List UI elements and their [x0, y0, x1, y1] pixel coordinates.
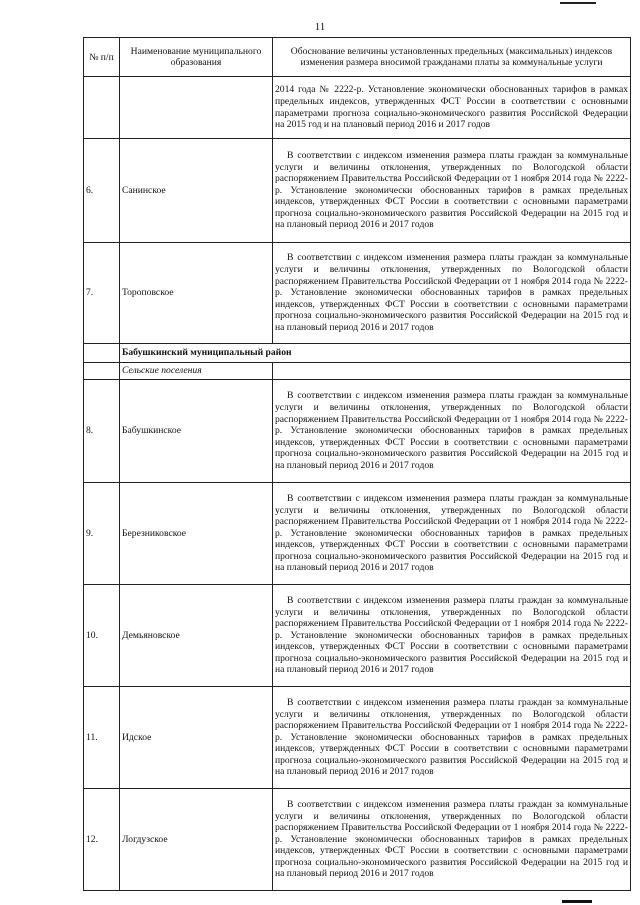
cell-num: 8. [84, 380, 120, 483]
basis-paragraph: В соответствии с индексом изменения размера платы граждан за коммунальные услуги и величины отклонения, утвержденных по Вологодской области распоряжением Правительства Российской Федерации от 1 ноября 2014 года № 2222-р. Установление экономически обоснованных тарифов в рамках предельных индексов, утвержденных ФСТ России в соответствии с основными параметрами прогноза социально-экономического развития Российской Федерации на 2015 год и на плановый период 2016 и 2017 годов [275, 492, 628, 574]
basis-paragraph: В соответствии с индексом изменения размера платы граждан за коммунальные услуги и величины отклонения, утвержденных по Вологодской области распоряжением Правительства Российской Федерации от 1 ноября 2014 года № 2222-р. Установление экономически обоснованных тарифов в рамках предельных индексов, утвержденных ФСТ России в соответствии с основными параметрами прогноза социально-экономического развития Российской Федерации на 2015 год и на плановый период 2016 и 2017 годов [275, 594, 628, 676]
cell-name: Идское [120, 687, 273, 789]
cell-basis [273, 483, 631, 585]
cell-num [84, 363, 120, 380]
table-row [84, 789, 631, 891]
table-row [84, 585, 631, 687]
cell-basis [273, 363, 631, 380]
cell-num: 7. [84, 243, 120, 344]
basis-paragraph: В соответствии с индексом изменения размера платы граждан за коммунальные услуги и величины отклонения, утвержденных по Вологодской области распоряжением Правительства Российской Федерации от 1 ноября 2014 года № 2222-р. Установление экономически обоснованных тарифов в рамках предельных индексов, утвержденных ФСТ России в соответствии с основными параметрами прогноза социально-экономического развития Российской Федерации на 2015 год и на плановый период 2016 и 2017 годов [275, 390, 628, 471]
cell-name: Березниковское [120, 483, 273, 585]
cell-num [84, 77, 120, 139]
category-name: Сельские поселения [120, 363, 273, 380]
cell-basis [273, 687, 631, 789]
table-row [84, 483, 631, 585]
cell-num: 9. [84, 483, 120, 585]
cell-num: 11. [84, 687, 120, 789]
cell-basis-continuation: 2014 года № 2222-р. Установление экономически обоснованных тарифов в рамках предельных индексов, утвержденных ФСТ России в соответствии с основными параметрами прогноза социально-экономического развития Российской Федерации на 2015 год и на плановый период 2016 и 2017 годов [273, 77, 631, 139]
cell-num [84, 344, 120, 363]
scan-mark-bottom [562, 900, 592, 903]
header-name: Наименование муниципального образования [120, 38, 273, 77]
scan-mark-top [560, 2, 596, 4]
cell-num: 6. [84, 139, 120, 243]
cell-basis [273, 585, 631, 687]
cell-basis [273, 380, 631, 483]
district-row [84, 344, 631, 363]
cell-basis [273, 243, 631, 344]
indices-table [83, 37, 631, 891]
basis-paragraph: В соответствии с индексом изменения размера платы граждан за коммунальные услуги и величины отклонения, утвержденных по Вологодской области распоряжением Правительства Российской Федерации от 1 ноября 2014 года № 2222-р. Установление экономически обоснованных тарифов в рамках предельных индексов, утвержденных ФСТ России в соответствии с основными параметрами прогноза социально-экономического развития Российской Федерации на 2015 год и на плановый период 2016 и 2017 годов [275, 252, 628, 333]
page-number: 11 [314, 21, 326, 33]
table-header-row [84, 38, 631, 77]
cell-name: Санинское [120, 139, 273, 243]
basis-paragraph: В соответствии с индексом изменения размера платы граждан за коммунальные услуги и величины отклонения, утвержденных по Вологодской области распоряжением Правительства Российской Федерации от 1 ноября 2014 года № 2222-р. Установление экономически обоснованных тарифов в рамках предельных индексов, утвержденных ФСТ России в соответствии с основными параметрами прогноза социально-экономического развития Российской Федерации на 2015 год и на плановый период 2016 и 2017 годов [275, 798, 628, 880]
cell-name: Тороповское [120, 243, 273, 344]
category-row [84, 363, 631, 380]
cell-num: 12. [84, 789, 120, 891]
cell-basis [273, 139, 631, 243]
cell-name: Бабушкинское [120, 380, 273, 483]
header-basis: Обоснование величины установленных предельных (максимальных) индексов изменения размера вносимой гражданами платы за коммунальные услуги [273, 38, 631, 77]
cell-name [120, 77, 273, 139]
basis-paragraph: В соответствии с индексом изменения размера платы граждан за коммунальные услуги и величины отклонения, утвержденных по Вологодской области распоряжением Правительства Российской Федерации от 1 ноября 2014 года № 2222-р. Установление экономически обоснованных тарифов в рамках предельных индексов, утвержденных ФСТ России в соответствии с основными параметрами прогноза социально-экономического развития Российской Федерации на 2015 год и на плановый период 2016 и 2017 годов [275, 149, 628, 231]
table-row [84, 243, 631, 344]
header-num: № п/п [84, 38, 120, 77]
district-name: Бабушкинский муниципальный район [120, 344, 631, 363]
cell-num: 10. [84, 585, 120, 687]
cell-basis [273, 789, 631, 891]
table-row [84, 380, 631, 483]
table-row [84, 139, 631, 243]
table-row-continuation [84, 77, 631, 139]
table-row [84, 687, 631, 789]
cell-name: Логдузское [120, 789, 273, 891]
cell-name: Демьяновское [120, 585, 273, 687]
basis-paragraph: В соответствии с индексом изменения размера платы граждан за коммунальные услуги и величины отклонения, утвержденных по Вологодской области распоряжением Правительства Российской Федерации от 1 ноября 2014 года № 2222-р. Установление экономически обоснованных тарифов в рамках предельных индексов, утвержденных ФСТ России в соответствии с основными параметрами прогноза социально-экономического развития Российской Федерации на 2015 год и на плановый период 2016 и 2017 годов [275, 696, 628, 778]
